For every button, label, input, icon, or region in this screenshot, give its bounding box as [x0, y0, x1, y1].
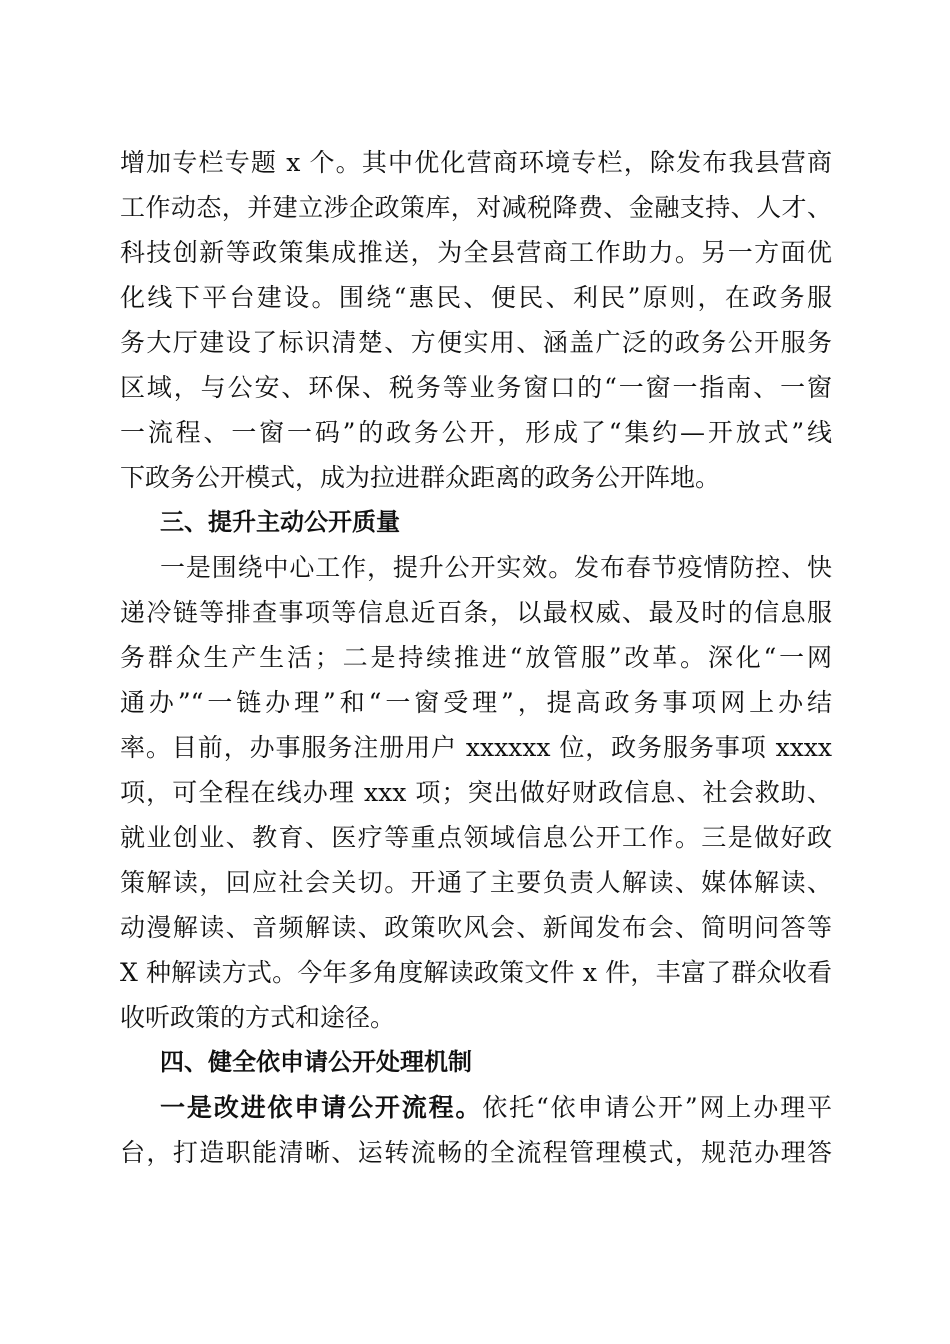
paragraph-line: 区域，与公安、环保、税务等业务窗口的“一窗一指南、一窗: [120, 373, 832, 402]
paragraph-line: 递冷链等排查事项等信息近百条，以最权威、最及时的信息服: [120, 598, 832, 627]
paragraph-line: 率。目前，办事服务注册用户 xxxxxx 位，政务服务事项 xxxx: [120, 733, 832, 762]
paragraph-line: 一是围绕中心工作，提升公开实效。发布春节疫情防控、快: [160, 553, 832, 582]
paragraph-line: 一流程、一窗一码”的政务公开，形成了“集约—开放式”线: [120, 418, 832, 447]
paragraph-line: 项，可全程在线办理 xxx 项；突出做好财政信息、社会救助、: [120, 778, 832, 807]
paragraph-line: 收听政策的方式和途径。: [120, 1003, 396, 1032]
paragraph-line: 化线下平台建设。围绕“惠民、便民、利民”原则，在政务服: [120, 283, 832, 312]
paragraph-line: 台，打造职能清晰、运转流畅的全流程管理模式，规范办理答: [120, 1138, 832, 1167]
paragraph-line: 务大厅建设了标识清楚、方便实用、涵盖广泛的政务公开服务: [120, 328, 832, 357]
paragraph-lead: 一是改进依申请公开流程。: [160, 1093, 483, 1122]
paragraph-line: 工作动态，并建立涉企政策库，对减税降费、金融支持、人才、: [120, 193, 832, 222]
paragraph-line: 通办”“一链办理”和“一窗受理”，提高政务事项网上办结: [120, 688, 832, 717]
paragraph-line: 务群众生产生活；二是持续推进“放管服”改革。深化“一网: [120, 643, 832, 672]
paragraph-line-rest: 依托“依申请公开”网上办理平: [482, 1093, 832, 1122]
paragraph-line: 策解读，回应社会关切。开通了主要负责人解读、媒体解读、: [120, 868, 832, 897]
paragraph-line: 动漫解读、音频解读、政策吹风会、新闻发布会、简明问答等: [120, 913, 832, 942]
section-heading-4: 四、健全依申请公开处理机制: [160, 1048, 472, 1076]
paragraph-line: 科技创新等政策集成推送，为全县营商工作助力。另一方面优: [120, 238, 832, 267]
paragraph-line: [120, 1085, 832, 1130]
paragraph-line: 增加专栏专题 x 个。其中优化营商环境专栏，除发布我县营商: [120, 148, 832, 177]
paragraph-line: X 种解读方式。今年多角度解读政策文件 x 件，丰富了群众收看: [120, 958, 832, 987]
body-text: [120, 140, 832, 1175]
paragraph-line: 下政务公开模式，成为拉进群众距离的政务公开阵地。: [120, 463, 721, 492]
paragraph-line: 就业创业、教育、医疗等重点领域信息公开工作。三是做好政: [120, 823, 832, 852]
section-heading-3: 三、提升主动公开质量: [160, 508, 400, 536]
